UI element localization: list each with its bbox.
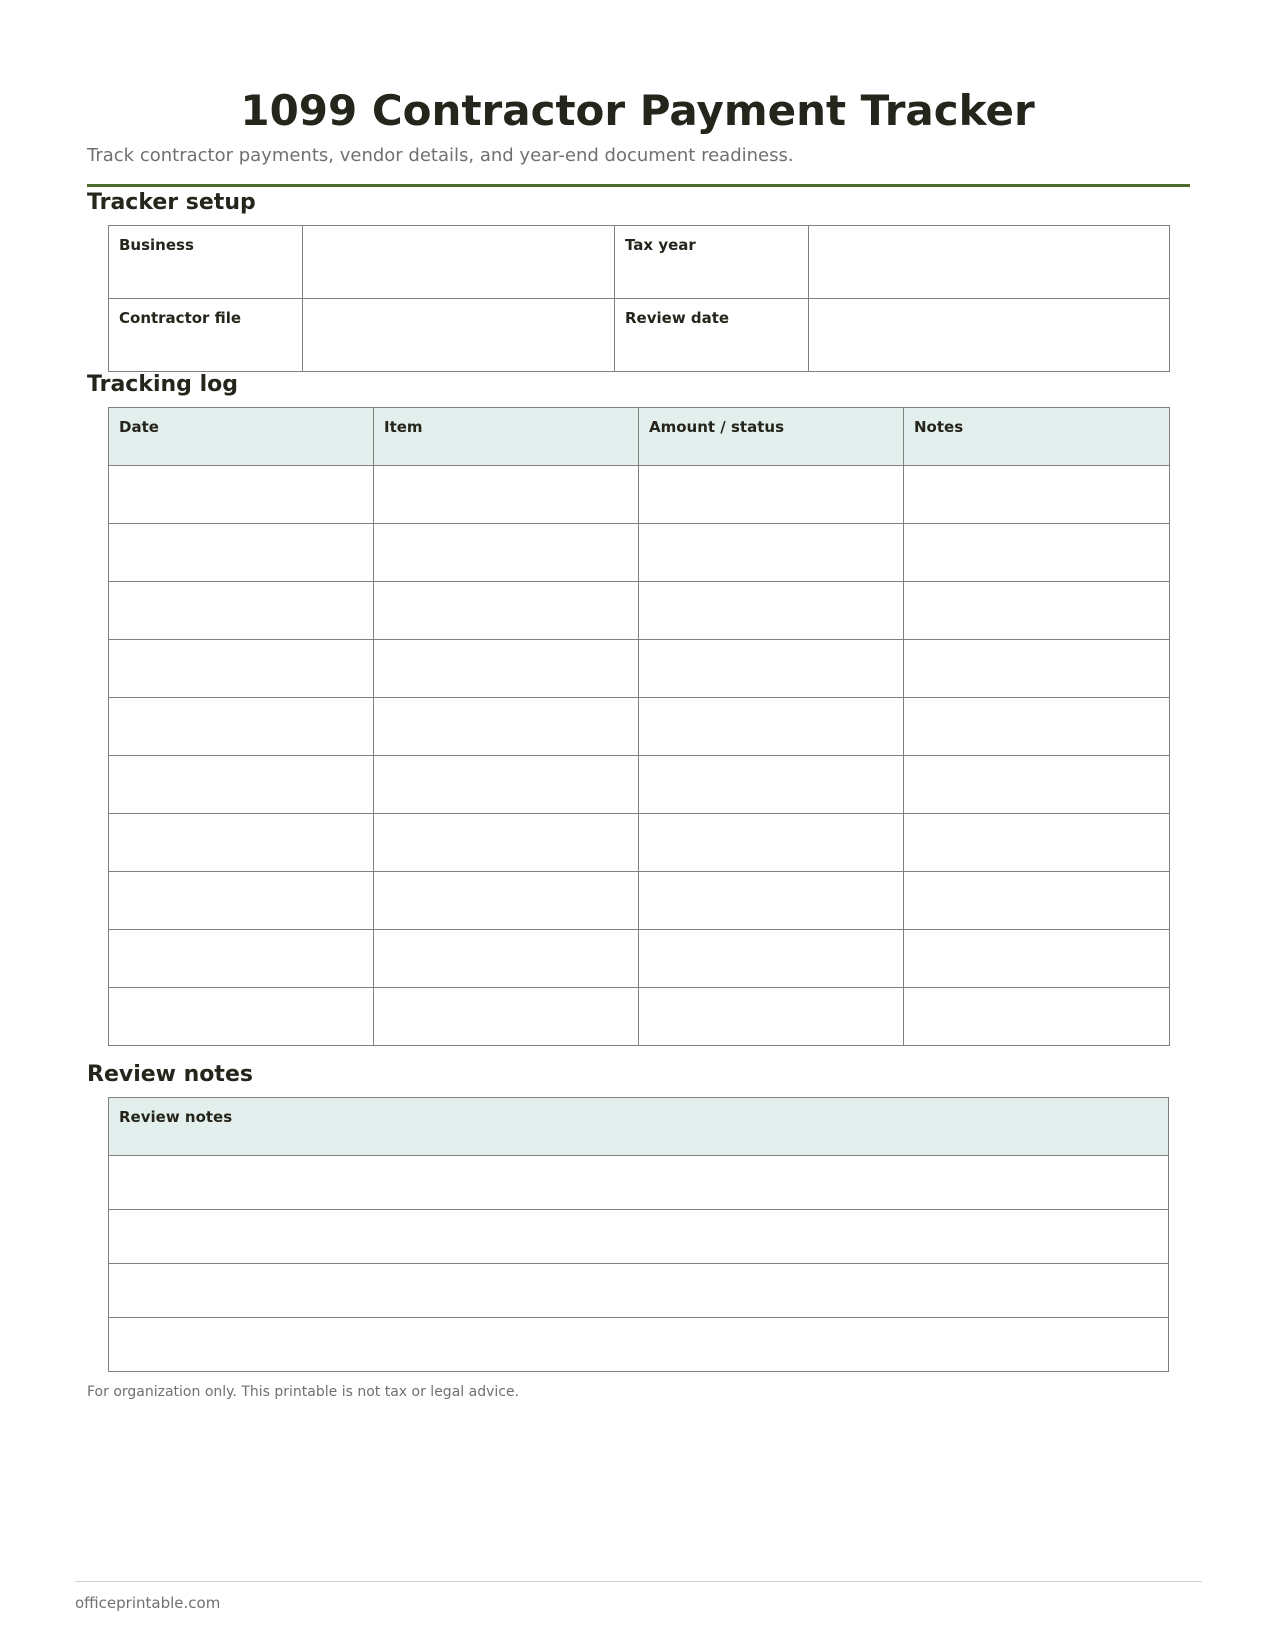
disclaimer-text: For organization only. This printable is not tax or legal advice. — [87, 1384, 520, 1400]
notes-cell[interactable] — [904, 930, 1170, 988]
amount-status-cell[interactable] — [639, 930, 904, 988]
column-header-amount-status: Amount / status — [639, 408, 904, 466]
footer-divider — [75, 1581, 1202, 1582]
item-cell[interactable] — [374, 930, 639, 988]
item-cell[interactable] — [374, 872, 639, 930]
table-row — [109, 988, 1170, 1046]
tax-year-label: Tax year — [615, 226, 809, 299]
notes-cell[interactable] — [904, 466, 1170, 524]
item-cell[interactable] — [374, 988, 639, 1046]
date-cell[interactable] — [109, 988, 374, 1046]
review-note-line[interactable] — [109, 1210, 1169, 1264]
date-cell[interactable] — [109, 582, 374, 640]
amount-status-cell[interactable] — [639, 466, 904, 524]
table-row — [109, 872, 1170, 930]
table-row — [109, 1210, 1169, 1264]
amount-status-cell[interactable] — [639, 814, 904, 872]
review-notes-table — [108, 1097, 1169, 1372]
tracker-setup-table — [108, 225, 1170, 372]
title-divider — [87, 184, 1190, 187]
item-cell[interactable] — [374, 466, 639, 524]
review-note-line[interactable] — [109, 1264, 1169, 1318]
business-label: Business — [109, 226, 303, 299]
date-cell[interactable] — [109, 640, 374, 698]
notes-cell[interactable] — [904, 582, 1170, 640]
table-row — [109, 1156, 1169, 1210]
review-note-line[interactable] — [109, 1318, 1169, 1372]
table-row — [109, 1264, 1169, 1318]
contractor-file-field[interactable] — [303, 299, 615, 372]
tracker-setup-heading: Tracker setup — [87, 190, 256, 215]
notes-cell[interactable] — [904, 814, 1170, 872]
column-header-review-notes: Review notes — [109, 1098, 1169, 1156]
item-cell[interactable] — [374, 756, 639, 814]
notes-cell[interactable] — [904, 524, 1170, 582]
tracking-log-heading: Tracking log — [87, 372, 238, 397]
date-cell[interactable] — [109, 814, 374, 872]
amount-status-cell[interactable] — [639, 756, 904, 814]
page-title: 1099 Contractor Payment Tracker — [240, 86, 1035, 135]
date-cell[interactable] — [109, 872, 374, 930]
table-row — [109, 582, 1170, 640]
tracking-log-header-row — [109, 408, 1170, 466]
review-note-line[interactable] — [109, 1156, 1169, 1210]
review-notes-heading: Review notes — [87, 1062, 253, 1087]
date-cell[interactable] — [109, 756, 374, 814]
date-cell[interactable] — [109, 466, 374, 524]
setup-row — [109, 226, 1170, 299]
tracking-log-table — [108, 407, 1170, 1046]
notes-cell[interactable] — [904, 988, 1170, 1046]
notes-cell[interactable] — [904, 640, 1170, 698]
table-row — [109, 698, 1170, 756]
notes-cell[interactable] — [904, 756, 1170, 814]
review-date-label: Review date — [615, 299, 809, 372]
contractor-file-label: Contractor file — [109, 299, 303, 372]
amount-status-cell[interactable] — [639, 698, 904, 756]
setup-row — [109, 299, 1170, 372]
table-row — [109, 756, 1170, 814]
date-cell[interactable] — [109, 524, 374, 582]
table-row — [109, 524, 1170, 582]
table-row — [109, 1318, 1169, 1372]
table-row — [109, 640, 1170, 698]
page-subtitle: Track contractor payments, vendor details, and year-end document readiness. — [87, 145, 794, 166]
item-cell[interactable] — [374, 814, 639, 872]
review-date-field[interactable] — [809, 299, 1170, 372]
column-header-date: Date — [109, 408, 374, 466]
item-cell[interactable] — [374, 640, 639, 698]
amount-status-cell[interactable] — [639, 872, 904, 930]
item-cell[interactable] — [374, 698, 639, 756]
item-cell[interactable] — [374, 582, 639, 640]
amount-status-cell[interactable] — [639, 582, 904, 640]
date-cell[interactable] — [109, 698, 374, 756]
item-cell[interactable] — [374, 524, 639, 582]
date-cell[interactable] — [109, 930, 374, 988]
tax-year-field[interactable] — [809, 226, 1170, 299]
column-header-notes: Notes — [904, 408, 1170, 466]
amount-status-cell[interactable] — [639, 524, 904, 582]
table-row — [109, 466, 1170, 524]
footer-site-name: officeprintable.com — [75, 1594, 221, 1612]
table-row — [109, 814, 1170, 872]
amount-status-cell[interactable] — [639, 988, 904, 1046]
business-field[interactable] — [303, 226, 615, 299]
notes-cell[interactable] — [904, 872, 1170, 930]
table-row — [109, 930, 1170, 988]
review-notes-header-row — [109, 1098, 1169, 1156]
column-header-item: Item — [374, 408, 639, 466]
amount-status-cell[interactable] — [639, 640, 904, 698]
notes-cell[interactable] — [904, 698, 1170, 756]
